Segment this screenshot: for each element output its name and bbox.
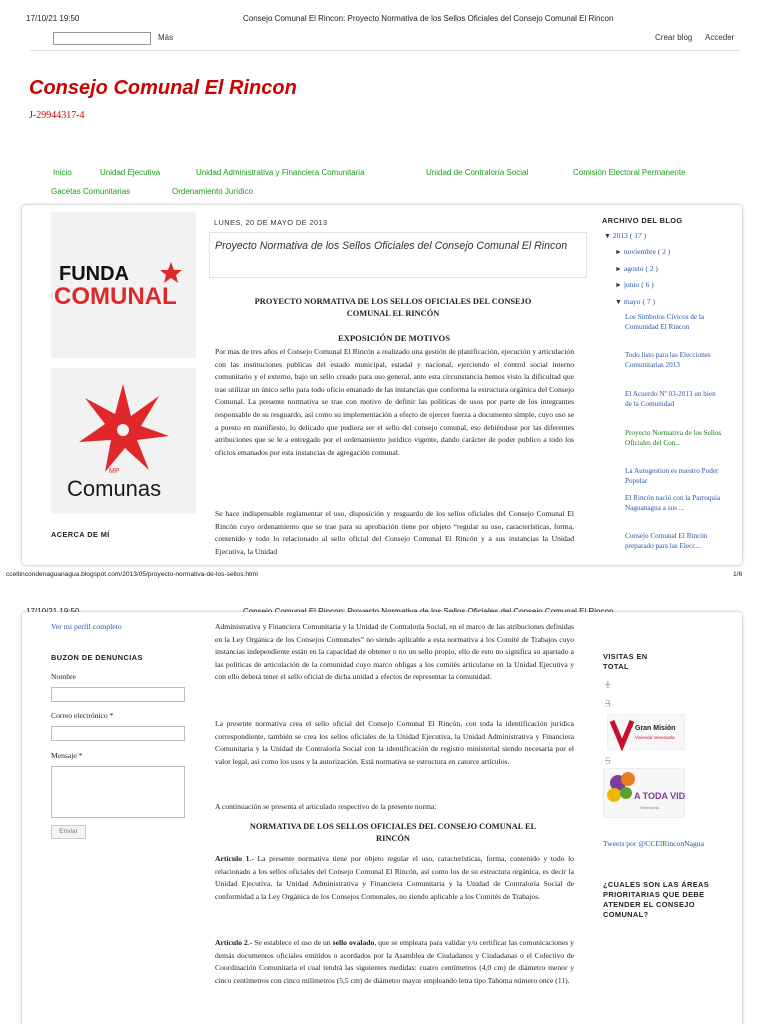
archive-month-row[interactable] (615, 280, 654, 289)
archive-month-row[interactable] (615, 247, 670, 256)
article-1 (215, 853, 574, 903)
print-doc-title: Consejo Comunal El Rincon: Proyecto Normativa de los Sellos Oficiales del Consejo Comunal El Rincon (243, 14, 614, 23)
svg-text:MP: MP (109, 468, 120, 475)
profile-link[interactable]: Ver mi perfil completo (51, 622, 122, 631)
form-heading: BUZON DE DENUNCIAS (51, 653, 143, 662)
post-title-box (209, 232, 587, 278)
archive-year-2013[interactable]: 2013 (612, 231, 628, 240)
menu-ordenamiento[interactable]: Ordenamiento Jurídico (172, 187, 253, 196)
archive-month-link[interactable]: agosto (623, 264, 644, 273)
archive-month-link[interactable]: mayo (623, 297, 641, 306)
article-2 (215, 937, 574, 1019)
archive-post-link[interactable]: El Rincón nació con la Parroquia Naguanagua a sus ... (625, 494, 721, 512)
gran-mision-banner[interactable] (607, 714, 685, 750)
email-label: Correo electrónico * (51, 711, 114, 720)
archive-month-link[interactable]: junio (623, 280, 640, 289)
article-1-label: Artículo 1 (215, 854, 250, 863)
menu-inicio[interactable]: Inicio (53, 168, 72, 177)
message-label: Mensaje * (51, 751, 83, 760)
archive-post-link[interactable]: La Autogestion es nuestro Poder Popular (625, 467, 719, 485)
svg-text:COMUNAL: COMUNAL (54, 283, 177, 310)
archive-post-link[interactable]: Consejo Comunal El Rincón preparado para las Elecc... (625, 532, 708, 550)
toggle-collapsed-icon[interactable]: ► (615, 266, 622, 273)
svg-text:Comunas: Comunas (67, 476, 162, 501)
archive-month-count: ( 7 ) (642, 297, 656, 306)
visit-counter-digit: 1 (605, 679, 611, 691)
create-blog-link[interactable]: Crear blog (655, 33, 693, 42)
body-paragraph-2: La presente normativa crea el sello oficial del Consejo Comunal El Rincón, con toda la identificación jurídica correspondiente, también se crea los sellos oficiales de la Unidad Ejecutiva, la Unidad Administrativa y Financiera Comunitaria y la Unidad de Contraloría Social con la identificación de registro ministerial siendo necesaria por el valor legal, así como los usos y la autorización. Está normativa se estructura en catorce artículos. (215, 719, 574, 766)
normativa-heading: NORMATIVA DE LOS SELLOS OFICIALES DEL CONSEJO COMUNAL EL RINCÓN (249, 822, 537, 843)
twitter-link[interactable]: Tweets por @CCElRinconNagua (603, 839, 704, 848)
menu-unidad-ejecutiva[interactable]: Unidad Ejecutiva (100, 168, 161, 177)
menu-comision-electoral[interactable]: Comisión Electoral Permanente (573, 168, 686, 177)
post-title[interactable]: Proyecto Normativa de los Sellos Oficiales del Consejo Comunal El Rincon (215, 240, 568, 252)
article-1-text: .- La presente normativa tiene por objeto regular el uso, características, forma, contenido y todo lo relacionado a los sellos oficiales del Consejo Comunal El Rincón, así como los de su estructura orgánica, es decir la Unidad Ejecutiva, la Unidad Administrativa y Financiera Comunitaria y la Unidad de Contraloría Social de conformidad a la Ley Orgánica de los Consejos Comunales, no siendo aplicable a los Comités de Trabajos. (215, 854, 574, 901)
visits-heading: VISITAS EN TOTAL (603, 652, 648, 671)
archive-post-link[interactable]: Los Símbolos Cívicos de la Comunidad El Rincon (625, 313, 705, 331)
send-button[interactable]: Enviar (51, 825, 86, 839)
navbar-more-link[interactable]: Más (158, 33, 174, 42)
message-textarea[interactable] (51, 766, 185, 818)
post-date: LUNES, 20 DE MAYO DE 2013 (214, 218, 328, 227)
menu-gacetas[interactable]: Gacetas Comunitarias (51, 187, 131, 196)
article-2-pre: .- Se establece el uso de un (247, 938, 333, 947)
archive-year-count: ( 17 ) (629, 231, 647, 240)
login-link[interactable]: Acceder (705, 33, 735, 42)
name-field[interactable] (51, 687, 185, 702)
post-heading: PROYECTO NORMATIVA DE LOS SELLOS OFICIALES DEL CONSEJO COMUNAL EL RINCÓN (254, 297, 532, 318)
post-paragraph-2: Se hace indispensable reglamentar el uso, disposición y resguardo de los sellos oficiales del Consejo Comunal El Rincón cuyo ordenamiento que se trae para su aprobación tiene por objeto “regular su uso, características, forma, contenido y todo lo relacionado al sello oficial del Consejo Comunal El Rincón y a sus instancias la Unidad Ejecutiva, la Unidad (215, 509, 574, 556)
name-label: Nombre (51, 672, 76, 681)
print-url: cceltincondenaguanagua.blogspot.com/2013/05/proyecto-normativa-de-los-sellos.html (6, 571, 258, 578)
comunas-logo (51, 368, 196, 514)
visit-counter-digit: 3 (605, 698, 611, 710)
archive-month-count: ( 2 ) (657, 247, 671, 256)
svg-text:Vivienda Venezuela: Vivienda Venezuela (635, 735, 675, 740)
archive-post-link[interactable]: Todo listo para las Elecciones Comunitarias 2013 (625, 351, 711, 369)
archive-month-count: ( 6 ) (641, 280, 654, 289)
navbar-divider (30, 50, 740, 51)
about-heading: ACERCA DE MÍ (51, 530, 110, 539)
print-datetime: 17/10/21 19:50 (26, 14, 80, 23)
toggle-collapsed-icon[interactable]: ► (615, 282, 622, 289)
toggle-expanded-icon[interactable]: ▼ (615, 299, 622, 306)
post-paragraph-1: Por mas de tres años el Consejo Comunal El Rincón a realizado una gestión de planificación, ejecución y articulación con las instituciones publicas del estado municipal, estadal y nacional, ejerciendo el control social interno comunitario y el externo, bajo un sello creado para uso general, ante esta circunstancia hemos visto la dificultad que trae utilizar un único sello para todo oficio emanado de las instancias que conforma la estructura orgánica del Consejo Comunal. La presente normativa se trae con motivo de definir las políticas de usos por parte de los integrantes responsable de su resguardo, así como su implementación a efecto de ejercer fuerza a documento simple, cuyo uso se a puesto en manifiesto, lo delicado que pudiera ser el sello del consejo comunal, eso debiéndose por las diferentes atribuciones que se le a entregado por el ordenamiento jurídico vigente, dando carácter de poder publico a todo los oficios emanados por esta instancias de agregación comunal. (215, 347, 574, 457)
toggle-expanded-icon[interactable]: ▼ (604, 233, 611, 240)
menu-unidad-contraloria[interactable]: Unidad de Contraloría Social (426, 168, 529, 177)
archive-month-row[interactable] (615, 264, 658, 273)
svg-text:Venezuela: Venezuela (640, 805, 659, 810)
email-field[interactable] (51, 726, 185, 741)
article-2-bold: sello ovalado (332, 938, 375, 947)
article-2-text: , que se empleara para validar y/o certificar las comunicaciones y demás documentos oficiales emitidos o acordados por la Asamblea de Ciudadanos y Ciudadanas o el Colectivo de Coordinación Comunitaria el cual tendrá las siguientes medidas: cuatro centímetros (4,0 cm) de diámetro menor y cinco centímetros con cinco milímetros (5,5 cm) de diámetro mayor empleando letra tipo Tahoma número once (11). (215, 938, 574, 985)
post-subheading: EXPOSICIÓN DE MOTIVOS (337, 333, 451, 343)
blog-title[interactable]: Consejo Comunal El Rincon (29, 77, 297, 99)
blog-subtitle: J-29944317-4 (29, 110, 85, 121)
body-paragraph-1: Administrativa y Financiera Comunitaria y la Unidad de Contraloría Social, en el marco de las atribuciones definidas en la Ley Orgánica de los Consejos Comunales” no siendo aplicable a esta normativa a los Comité de Trabajos cuyo instancias independiente están en la capacidad de obtener o no un sello propio, ello de esto no significa su apartado a las políticas de articulación de la comunidad cuyo marco obligas a los comités articularse en la Unidad Ejecutiva y con ello deberá tener el sello oficial de dicha unidad a efectos de representar la comunidad. (215, 622, 574, 682)
visit-counter-digit: 5 (605, 755, 611, 767)
body-paragraph-3: A continuación se presenta el articulado respectivo de la presente norma: (215, 802, 437, 811)
archive-post-link-current[interactable]: Proyecto Normativa de los Sellos Oficiales del Con... (625, 429, 722, 447)
page-separator (0, 587, 768, 601)
fundacomunal-logo (51, 212, 196, 358)
archive-post-link[interactable]: El Acuerdo Nº 03-2013 un bien de la Comunidad (625, 390, 716, 408)
print-page-number: 1/6 (733, 571, 743, 578)
svg-text:A TODA VIDA: A TODA VIDA (634, 791, 686, 801)
svg-text:FUNDA: FUNDA (59, 263, 129, 285)
archive-heading: ARCHIVO DEL BLOG (602, 216, 683, 225)
archive-month-count: ( 2 ) (645, 264, 658, 273)
archive-month-link[interactable]: noviembre (623, 247, 656, 256)
archive-month-row[interactable] (615, 297, 655, 306)
blog-search-input[interactable] (53, 32, 151, 45)
toda-vida-banner[interactable] (603, 768, 685, 818)
toggle-collapsed-icon[interactable]: ► (615, 249, 622, 256)
article-2-label: Artículo 2 (215, 938, 248, 947)
archive-year-row[interactable] (604, 231, 646, 240)
question-heading: ¿CUALES SON LAS ÁREAS PRIORITARIAS QUE DEBE ATENDER EL CONSEJO COMUNAL? (603, 880, 710, 919)
svg-text:Gran Misión: Gran Misión (635, 725, 676, 732)
menu-unidad-administrativa[interactable]: Unidad Administrativa y Financiera Comunitaria (196, 168, 365, 177)
